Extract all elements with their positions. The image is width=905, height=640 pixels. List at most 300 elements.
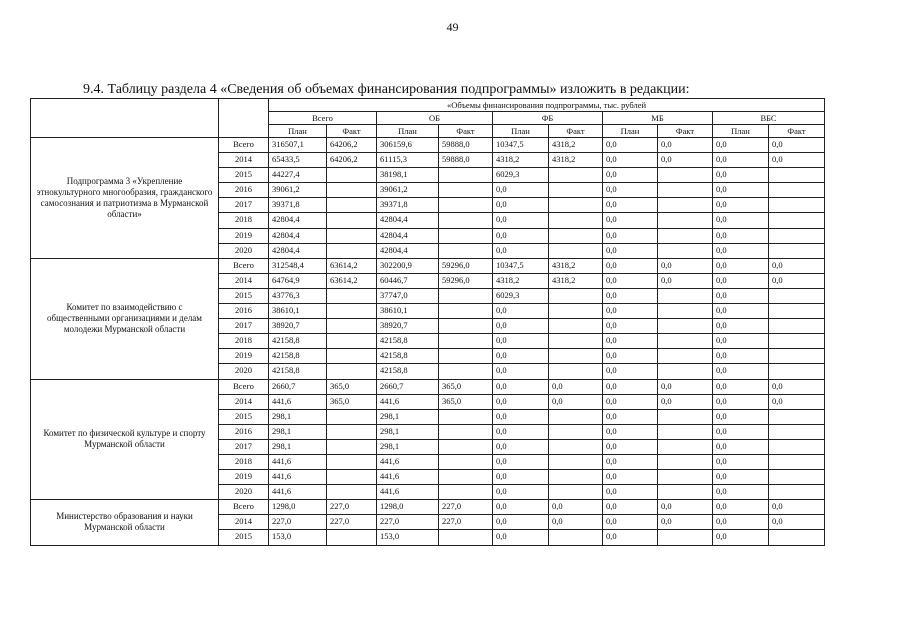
- value-cell: 0,0: [603, 485, 658, 500]
- value-cell: [549, 168, 603, 183]
- value-cell: [769, 334, 825, 349]
- value-cell: [769, 319, 825, 334]
- value-cell: [439, 485, 493, 500]
- value-cell: 59888,0: [439, 138, 493, 153]
- value-cell: 0,0: [493, 379, 549, 394]
- value-cell: 0,0: [603, 409, 658, 424]
- row-label: 2015: [219, 168, 269, 183]
- value-cell: [439, 334, 493, 349]
- value-cell: [769, 198, 825, 213]
- value-cell: 0,0: [603, 243, 658, 258]
- value-cell: 0,0: [493, 319, 549, 334]
- value-cell: 0,0: [493, 243, 549, 258]
- value-cell: [549, 319, 603, 334]
- row-label: 2019: [219, 470, 269, 485]
- value-cell: [549, 228, 603, 243]
- value-cell: 59888,0: [439, 153, 493, 168]
- financing-table: [30, 98, 825, 546]
- subheader: План: [269, 125, 327, 138]
- value-cell: 0,0: [713, 153, 769, 168]
- value-cell: 38920,7: [269, 319, 327, 334]
- value-cell: [549, 530, 603, 545]
- value-cell: 0,0: [603, 198, 658, 213]
- super-header: «Объемы финансирования подпрограммы, тыс. рублей: [269, 99, 825, 112]
- value-cell: 59296,0: [439, 258, 493, 273]
- header-blank-name: [31, 99, 219, 138]
- value-cell: [439, 470, 493, 485]
- value-cell: [658, 213, 713, 228]
- value-cell: 0,0: [493, 515, 549, 530]
- value-cell: 365,0: [327, 394, 377, 409]
- value-cell: [769, 304, 825, 319]
- value-cell: [549, 304, 603, 319]
- value-cell: [327, 470, 377, 485]
- value-cell: 0,0: [603, 394, 658, 409]
- value-cell: 0,0: [658, 153, 713, 168]
- value-cell: 227,0: [439, 500, 493, 515]
- value-cell: 0,0: [713, 409, 769, 424]
- value-cell: 0,0: [713, 424, 769, 439]
- value-cell: [658, 168, 713, 183]
- value-cell: [769, 228, 825, 243]
- value-cell: [769, 364, 825, 379]
- value-cell: 365,0: [439, 379, 493, 394]
- table-row: [31, 379, 825, 394]
- subheader: Факт: [439, 125, 493, 138]
- value-cell: 42158,8: [269, 349, 327, 364]
- value-cell: 0,0: [713, 530, 769, 545]
- value-cell: [327, 409, 377, 424]
- value-cell: [769, 349, 825, 364]
- value-cell: [439, 183, 493, 198]
- subheader: План: [603, 125, 658, 138]
- table-row: [31, 138, 825, 153]
- value-cell: 0,0: [713, 379, 769, 394]
- row-label: Всего: [219, 138, 269, 153]
- value-cell: [439, 243, 493, 258]
- group-header-total: Всего: [269, 112, 377, 125]
- value-cell: 0,0: [549, 394, 603, 409]
- value-cell: [439, 364, 493, 379]
- value-cell: 0,0: [713, 288, 769, 303]
- value-cell: 0,0: [713, 213, 769, 228]
- value-cell: [658, 349, 713, 364]
- value-cell: [549, 424, 603, 439]
- value-cell: [549, 364, 603, 379]
- value-cell: [769, 183, 825, 198]
- value-cell: 0,0: [493, 198, 549, 213]
- value-cell: 0,0: [603, 273, 658, 288]
- value-cell: 153,0: [377, 530, 439, 545]
- value-cell: [327, 228, 377, 243]
- value-cell: 0,0: [493, 454, 549, 469]
- row-label: 2014: [219, 153, 269, 168]
- value-cell: 0,0: [603, 530, 658, 545]
- value-cell: [769, 409, 825, 424]
- value-cell: [327, 243, 377, 258]
- row-label: 2015: [219, 530, 269, 545]
- row-label: 2016: [219, 304, 269, 319]
- value-cell: 312548,4: [269, 258, 327, 273]
- value-cell: 1298,0: [269, 500, 327, 515]
- header-blank-year: [219, 99, 269, 138]
- value-cell: 0,0: [713, 334, 769, 349]
- value-cell: 0,0: [493, 500, 549, 515]
- group-header-mb: МБ: [603, 112, 713, 125]
- value-cell: [549, 183, 603, 198]
- section-name: Комитет по взаимодействию с общественными организациями и делам молодежи Мурманской области: [31, 258, 219, 379]
- value-cell: [658, 304, 713, 319]
- group-header-vbs: ВБС: [713, 112, 825, 125]
- value-cell: 4318,2: [549, 138, 603, 153]
- value-cell: 61115,3: [377, 153, 439, 168]
- value-cell: 0,0: [713, 168, 769, 183]
- value-cell: 0,0: [603, 183, 658, 198]
- value-cell: 60446,7: [377, 273, 439, 288]
- row-label: Всего: [219, 500, 269, 515]
- value-cell: 302200,9: [377, 258, 439, 273]
- value-cell: 306159,6: [377, 138, 439, 153]
- value-cell: [658, 243, 713, 258]
- value-cell: 0,0: [769, 138, 825, 153]
- value-cell: 0,0: [493, 349, 549, 364]
- subheader: План: [493, 125, 549, 138]
- value-cell: [769, 213, 825, 228]
- value-cell: [327, 334, 377, 349]
- value-cell: [439, 454, 493, 469]
- value-cell: 0,0: [603, 515, 658, 530]
- value-cell: [658, 485, 713, 500]
- value-cell: 0,0: [603, 379, 658, 394]
- value-cell: 0,0: [769, 500, 825, 515]
- value-cell: 42804,4: [377, 243, 439, 258]
- value-cell: 441,6: [269, 454, 327, 469]
- value-cell: 0,0: [658, 138, 713, 153]
- value-cell: 0,0: [713, 485, 769, 500]
- value-cell: 0,0: [713, 500, 769, 515]
- row-label: 2018: [219, 454, 269, 469]
- value-cell: [327, 213, 377, 228]
- value-cell: 0,0: [603, 319, 658, 334]
- value-cell: 0,0: [769, 379, 825, 394]
- value-cell: [769, 470, 825, 485]
- value-cell: 4318,2: [493, 153, 549, 168]
- value-cell: 43776,3: [269, 288, 327, 303]
- value-cell: [439, 228, 493, 243]
- value-cell: [327, 530, 377, 545]
- value-cell: 39371,8: [377, 198, 439, 213]
- value-cell: [327, 304, 377, 319]
- value-cell: 4318,2: [549, 153, 603, 168]
- value-cell: 0,0: [493, 424, 549, 439]
- value-cell: 0,0: [549, 515, 603, 530]
- value-cell: [327, 364, 377, 379]
- value-cell: 0,0: [713, 304, 769, 319]
- value-cell: 441,6: [269, 470, 327, 485]
- value-cell: [658, 183, 713, 198]
- value-cell: 42804,4: [269, 213, 327, 228]
- value-cell: 0,0: [603, 288, 658, 303]
- subheader: План: [713, 125, 769, 138]
- value-cell: [658, 454, 713, 469]
- value-cell: 316507,1: [269, 138, 327, 153]
- subheader: Факт: [549, 125, 603, 138]
- value-cell: [769, 454, 825, 469]
- value-cell: [549, 409, 603, 424]
- section-name: Министерство образования и науки Мурманской области: [31, 500, 219, 545]
- value-cell: 42804,4: [269, 243, 327, 258]
- value-cell: [439, 349, 493, 364]
- section-name: Комитет по физической культуре и спорту Мурманской области: [31, 379, 219, 500]
- row-label: Всего: [219, 379, 269, 394]
- subheader: Факт: [327, 125, 377, 138]
- value-cell: 42158,8: [377, 334, 439, 349]
- value-cell: 63614,2: [327, 273, 377, 288]
- value-cell: 0,0: [493, 530, 549, 545]
- value-cell: 0,0: [549, 500, 603, 515]
- row-label: Всего: [219, 258, 269, 273]
- value-cell: 0,0: [713, 470, 769, 485]
- value-cell: 0,0: [713, 364, 769, 379]
- table-header-row-1: [31, 99, 825, 112]
- value-cell: 298,1: [377, 409, 439, 424]
- subheader: Факт: [658, 125, 713, 138]
- value-cell: [439, 439, 493, 454]
- value-cell: [439, 319, 493, 334]
- value-cell: 0,0: [603, 500, 658, 515]
- value-cell: 0,0: [658, 258, 713, 273]
- value-cell: [658, 198, 713, 213]
- value-cell: 441,6: [377, 470, 439, 485]
- row-label: 2016: [219, 183, 269, 198]
- value-cell: [769, 243, 825, 258]
- value-cell: 0,0: [658, 379, 713, 394]
- value-cell: 42804,4: [377, 228, 439, 243]
- value-cell: 1298,0: [377, 500, 439, 515]
- value-cell: [327, 168, 377, 183]
- value-cell: 227,0: [377, 515, 439, 530]
- table-row: [31, 258, 825, 273]
- row-label: 2016: [219, 424, 269, 439]
- value-cell: [549, 243, 603, 258]
- value-cell: [439, 213, 493, 228]
- value-cell: 0,0: [603, 258, 658, 273]
- value-cell: [327, 485, 377, 500]
- value-cell: [769, 424, 825, 439]
- value-cell: [769, 439, 825, 454]
- value-cell: 227,0: [439, 515, 493, 530]
- value-cell: [549, 485, 603, 500]
- value-cell: 0,0: [713, 454, 769, 469]
- value-cell: [327, 198, 377, 213]
- value-cell: 227,0: [327, 515, 377, 530]
- value-cell: 0,0: [658, 500, 713, 515]
- value-cell: 298,1: [269, 424, 327, 439]
- value-cell: [327, 454, 377, 469]
- value-cell: 0,0: [493, 304, 549, 319]
- value-cell: [439, 304, 493, 319]
- value-cell: [549, 439, 603, 454]
- value-cell: [327, 424, 377, 439]
- value-cell: 0,0: [713, 183, 769, 198]
- value-cell: 0,0: [658, 515, 713, 530]
- value-cell: [658, 530, 713, 545]
- row-label: 2014: [219, 273, 269, 288]
- row-label: 2019: [219, 228, 269, 243]
- value-cell: 0,0: [769, 153, 825, 168]
- table-row: [31, 500, 825, 515]
- value-cell: 0,0: [603, 228, 658, 243]
- value-cell: 39371,8: [269, 198, 327, 213]
- row-label: 2020: [219, 243, 269, 258]
- value-cell: 0,0: [603, 470, 658, 485]
- value-cell: 38198,1: [377, 168, 439, 183]
- row-label: 2014: [219, 515, 269, 530]
- value-cell: 0,0: [603, 424, 658, 439]
- value-cell: 0,0: [493, 213, 549, 228]
- value-cell: 227,0: [327, 500, 377, 515]
- value-cell: [439, 288, 493, 303]
- group-header-ob: ОБ: [377, 112, 493, 125]
- value-cell: 37747,0: [377, 288, 439, 303]
- value-cell: 0,0: [603, 439, 658, 454]
- value-cell: [439, 424, 493, 439]
- value-cell: [439, 409, 493, 424]
- page-number: 49: [446, 20, 459, 34]
- value-cell: 0,0: [603, 334, 658, 349]
- value-cell: 2660,7: [269, 379, 327, 394]
- value-cell: [439, 198, 493, 213]
- value-cell: [549, 349, 603, 364]
- value-cell: 4318,2: [493, 273, 549, 288]
- value-cell: [658, 334, 713, 349]
- value-cell: 0,0: [493, 470, 549, 485]
- value-cell: [549, 470, 603, 485]
- value-cell: 0,0: [713, 394, 769, 409]
- value-cell: 0,0: [493, 228, 549, 243]
- row-label: 2017: [219, 198, 269, 213]
- value-cell: 153,0: [269, 530, 327, 545]
- value-cell: 365,0: [439, 394, 493, 409]
- value-cell: 0,0: [549, 379, 603, 394]
- row-label: 2020: [219, 485, 269, 500]
- value-cell: [327, 183, 377, 198]
- value-cell: 0,0: [713, 138, 769, 153]
- value-cell: 0,0: [603, 349, 658, 364]
- value-cell: 0,0: [493, 394, 549, 409]
- value-cell: 65433,5: [269, 153, 327, 168]
- value-cell: [658, 319, 713, 334]
- value-cell: 0,0: [493, 485, 549, 500]
- value-cell: 38610,1: [377, 304, 439, 319]
- value-cell: 42158,8: [269, 334, 327, 349]
- value-cell: 0,0: [603, 454, 658, 469]
- value-cell: 0,0: [713, 439, 769, 454]
- value-cell: 0,0: [493, 364, 549, 379]
- value-cell: [549, 454, 603, 469]
- value-cell: 64206,2: [327, 153, 377, 168]
- value-cell: 42804,4: [269, 228, 327, 243]
- row-label: 2019: [219, 349, 269, 364]
- value-cell: 0,0: [603, 168, 658, 183]
- row-label: 2017: [219, 439, 269, 454]
- value-cell: [658, 424, 713, 439]
- value-cell: 0,0: [603, 213, 658, 228]
- row-label: 2015: [219, 288, 269, 303]
- value-cell: [327, 319, 377, 334]
- row-label: 2018: [219, 334, 269, 349]
- value-cell: 6029,3: [493, 168, 549, 183]
- value-cell: [658, 288, 713, 303]
- value-cell: 0,0: [493, 439, 549, 454]
- value-cell: [439, 168, 493, 183]
- value-cell: 39061,2: [269, 183, 327, 198]
- value-cell: [439, 530, 493, 545]
- value-cell: 0,0: [713, 273, 769, 288]
- value-cell: 0,0: [493, 183, 549, 198]
- value-cell: 10347,5: [493, 258, 549, 273]
- value-cell: [549, 334, 603, 349]
- row-label: 2015: [219, 409, 269, 424]
- value-cell: 0,0: [493, 334, 549, 349]
- value-cell: 44227,4: [269, 168, 327, 183]
- value-cell: 0,0: [713, 515, 769, 530]
- value-cell: 64764,9: [269, 273, 327, 288]
- value-cell: 6029,3: [493, 288, 549, 303]
- value-cell: [769, 485, 825, 500]
- value-cell: 298,1: [269, 439, 327, 454]
- value-cell: 365,0: [327, 379, 377, 394]
- value-cell: [658, 364, 713, 379]
- value-cell: [769, 168, 825, 183]
- value-cell: 298,1: [377, 439, 439, 454]
- value-cell: 0,0: [713, 243, 769, 258]
- value-cell: 0,0: [713, 198, 769, 213]
- value-cell: [327, 288, 377, 303]
- value-cell: [769, 288, 825, 303]
- value-cell: 38610,1: [269, 304, 327, 319]
- value-cell: 0,0: [603, 364, 658, 379]
- value-cell: [327, 349, 377, 364]
- value-cell: 59296,0: [439, 273, 493, 288]
- value-cell: [549, 288, 603, 303]
- row-label: 2018: [219, 213, 269, 228]
- value-cell: [327, 439, 377, 454]
- value-cell: 0,0: [493, 409, 549, 424]
- value-cell: 0,0: [713, 228, 769, 243]
- value-cell: 441,6: [269, 485, 327, 500]
- value-cell: 38920,7: [377, 319, 439, 334]
- row-label: 2014: [219, 394, 269, 409]
- value-cell: [658, 470, 713, 485]
- value-cell: 298,1: [377, 424, 439, 439]
- value-cell: 64206,2: [327, 138, 377, 153]
- value-cell: 0,0: [603, 138, 658, 153]
- value-cell: 42158,8: [377, 364, 439, 379]
- value-cell: 10347,5: [493, 138, 549, 153]
- subheader: План: [377, 125, 439, 138]
- value-cell: [658, 409, 713, 424]
- value-cell: [549, 213, 603, 228]
- row-label: 2020: [219, 364, 269, 379]
- value-cell: 0,0: [658, 394, 713, 409]
- value-cell: 0,0: [769, 258, 825, 273]
- value-cell: 4318,2: [549, 273, 603, 288]
- value-cell: 42158,8: [269, 364, 327, 379]
- value-cell: 441,6: [269, 394, 327, 409]
- group-header-fb: ФБ: [493, 112, 603, 125]
- section-heading: 9.4. Таблицу раздела 4 «Сведения об объемах финансирования подпрограммы» изложить в редакции:: [83, 82, 690, 97]
